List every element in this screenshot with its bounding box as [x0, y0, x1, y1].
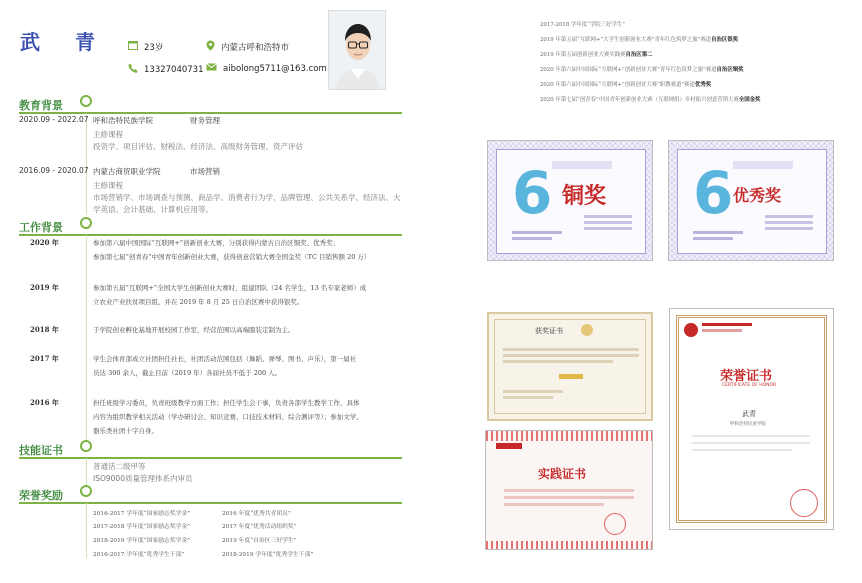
edu-major: 财务管理	[190, 116, 220, 125]
cert-text-line	[503, 390, 563, 393]
honor-item: 2018-2019 学年度“优秀学生干部”	[222, 552, 314, 558]
email-text: aibolong5711@163.com	[223, 63, 327, 74]
work-line: 参加第五届“互联网+”全国大学生创新创业大赛时，组建团队（24 名学生，13 名专家老师）成	[93, 284, 367, 292]
cert-text-line	[692, 442, 810, 444]
timeline-line	[86, 235, 87, 441]
section-marker	[80, 217, 92, 229]
edu-courses-label: 主修课程	[93, 181, 123, 190]
cert-text-line	[765, 227, 813, 230]
phone-text: 13327040731	[144, 64, 204, 75]
work-desc	[93, 323, 445, 337]
award-item: 2020 年第六届中国国际“互联网+”创新创业大赛”职教赛道”赛道优秀奖	[540, 82, 712, 88]
edu-courses-label: 主修课程	[93, 130, 123, 139]
logo-icon	[684, 323, 698, 337]
edu-courses: 投资学、项目评估、财税法、经济法、高级财务管理、资产评估	[93, 142, 303, 151]
honor-item: 2016-2017 学年度“优秀学生干部”	[93, 552, 185, 558]
logo-strip	[496, 443, 522, 449]
work-desc	[93, 352, 445, 380]
seal-icon	[604, 513, 626, 535]
edu-date: 2016.09 - 2020.07	[19, 166, 89, 175]
work-desc	[93, 396, 445, 438]
certificate-bronze	[487, 140, 653, 261]
cert-text-line	[512, 231, 562, 234]
certificate-practice	[485, 430, 653, 550]
award-item: 2020 年第六届中国国际“互联网+”创新创业大赛”青年红色筑梦之旅”赛道自治区铜奖	[540, 67, 744, 73]
cert-border-top	[486, 431, 653, 441]
cert-title: 荣誉证书	[720, 369, 773, 384]
edu-school: 呼和浩特民族学院	[93, 116, 153, 125]
timeline-line	[86, 503, 87, 558]
seal-icon	[790, 489, 818, 517]
cert-text-line	[503, 354, 639, 357]
work-line: 参加第六届中国国际“互联网+”创新创业大赛，分别获得内蒙古自治区铜奖、优秀奖；	[93, 239, 340, 247]
section-title-skills: 技能证书	[19, 444, 63, 457]
age-info	[128, 40, 163, 53]
work-line: 学生会体育部成立社团担任社长，社团活动范围包括（舞蹈、弹琴、图书、声乐），第一届社	[93, 355, 357, 363]
number-six-icon	[691, 159, 731, 221]
edu-courses: 市场营销学、市场调查与预测、商品学、消费者行为学、品牌管理、公共关系学、经济法、大	[93, 193, 401, 202]
honor-item: 2016-2017 学年度“国家励志奖学金”	[93, 511, 191, 517]
section-title-work: 工作背景	[19, 221, 63, 234]
work-line: 立农业产业扶贫项目组，并在 2019 年 8 月 25 日自治区赛中获得银奖。	[93, 298, 304, 306]
cert-subtitle: CERTIFICATE OF HONOR	[722, 383, 777, 388]
edu-school: 内蒙古商贸职业学院	[93, 167, 161, 176]
honor-item: 2016 年度“优秀共青团员”	[222, 511, 291, 517]
timeline-line	[86, 458, 87, 486]
certificate-excellence	[668, 140, 834, 261]
cert-award-text: 铜奖	[562, 183, 607, 209]
cert-text-line	[692, 435, 810, 437]
section-rule	[19, 112, 402, 114]
certificate-honor	[669, 308, 834, 530]
section-marker	[80, 485, 92, 497]
cert-recipient: 武青	[742, 410, 756, 418]
work-year: 2017 年	[30, 354, 59, 363]
section-marker	[80, 440, 92, 452]
cert-text-line	[692, 449, 792, 451]
edu-date: 2020.09 - 2022.07	[19, 115, 89, 124]
svg-text:6: 6	[693, 159, 731, 221]
cert-text-line	[512, 237, 552, 240]
cert-header-line	[702, 329, 742, 332]
cert-text-line	[504, 503, 604, 506]
cert-text-line	[503, 348, 639, 351]
cert-text-line	[693, 237, 733, 240]
mail-icon	[206, 63, 217, 74]
cert-text-line	[504, 496, 634, 499]
cert-text-line	[584, 227, 632, 230]
cert-text-line	[765, 215, 813, 218]
cert-text-line	[765, 221, 813, 224]
cert-text-line	[584, 215, 632, 218]
edu-major: 市场营销	[190, 167, 220, 176]
section-marker	[80, 95, 92, 107]
phone-info	[128, 63, 204, 76]
award-item: 2020 年第七届“创青春”中国青年创新创业大赛（互联网组）乡村振兴创意营销大赛全国金奖	[540, 97, 761, 103]
work-line: 员达 300 余人，截止目前（2019 年）各届社员不低于 200 人。	[93, 369, 282, 377]
cert-text-line	[503, 360, 613, 363]
cert-school: 呼和浩特民族学院	[730, 422, 766, 427]
location-pin-icon	[206, 40, 215, 54]
honor-item: 2019 年度“自治区三好学生”	[222, 538, 297, 544]
award-item: 2019 年第五届创新创业大赛实践赛自治区第二	[540, 52, 653, 58]
skill-item: ISO9000质量管理体系内审员	[93, 474, 193, 483]
email-info	[206, 63, 327, 74]
cert-text-line	[504, 489, 634, 492]
cert-header-line	[702, 323, 752, 326]
resume-name: 武 青	[20, 30, 109, 54]
honor-item: 2018-2019 学年度“国家励志奖学金”	[93, 538, 191, 544]
cert-text-line	[693, 231, 743, 234]
section-title-honors: 荣誉奖励	[19, 489, 63, 502]
award-item: 2019 年第五届“互联网+”大学生创新创业大赛”青年红色筑梦之旅”赛道自治区银奖	[540, 37, 739, 43]
certificate-award	[487, 312, 653, 421]
work-line: 参加第七届“创青春”中国青年创新创业大赛，获得创意营销大赛全国金奖（TC 目销售额 20 万）	[93, 253, 371, 261]
honor-item: 2017-2018 学年度“国家励志奖学金”	[93, 524, 191, 530]
cert-award-text: 优秀奖	[733, 186, 782, 205]
cert-text-line	[584, 221, 632, 224]
work-line: 内容为组织教学相关活动（学办研讨会、知识竞赛、口技技术材料、综合测评等）；参加文学、	[93, 413, 363, 421]
cert-award-mark	[559, 374, 583, 379]
location-info	[206, 40, 289, 54]
cert-title: 获奖证书	[535, 327, 563, 335]
section-title-education: 教育背景	[19, 99, 63, 112]
cert-logo-strip	[552, 161, 612, 169]
cert-border-bottom	[486, 541, 653, 550]
number-six-icon	[510, 159, 550, 221]
edu-courses: 学英语、会计基础、计算机应用等。	[93, 205, 213, 214]
section-rule	[19, 457, 402, 459]
work-line: 担任班级学习委员，负责班级教学方面工作；担任学生会干事，负责各部学生教学工作，具体	[93, 399, 360, 407]
honor-item: 2017 年度“优秀活动组织奖”	[222, 524, 297, 530]
work-line: 于学院创业孵化基地开展校园工作室，经营范围以高端服装定制为主。	[93, 326, 295, 334]
svg-text:6: 6	[512, 159, 550, 221]
work-desc	[93, 281, 445, 309]
cert-title: 实践证书	[538, 467, 587, 481]
section-rule	[19, 502, 402, 504]
work-year: 2016 年	[30, 398, 59, 407]
profile-photo	[328, 10, 386, 90]
work-line: 器乐类社团十字自身。	[93, 427, 158, 435]
award-item: 2017-2018 学年度“学院三好学生”	[540, 22, 625, 28]
work-year: 2018 年	[30, 325, 59, 334]
work-year: 2020 年	[30, 238, 59, 247]
work-desc	[93, 236, 445, 264]
timeline-line	[86, 113, 87, 215]
cert-text-line	[503, 396, 553, 399]
phone-icon	[128, 63, 138, 76]
emblem-icon	[581, 324, 593, 336]
skill-item: 普通话二级甲等	[93, 462, 146, 471]
location-text: 内蒙古呼和浩特市	[221, 43, 290, 53]
calendar-icon	[128, 40, 138, 53]
work-year: 2019 年	[30, 283, 59, 292]
cert-logo-strip	[733, 161, 793, 169]
age-text: 23岁	[144, 42, 164, 53]
cert-inner-frame	[494, 319, 646, 414]
